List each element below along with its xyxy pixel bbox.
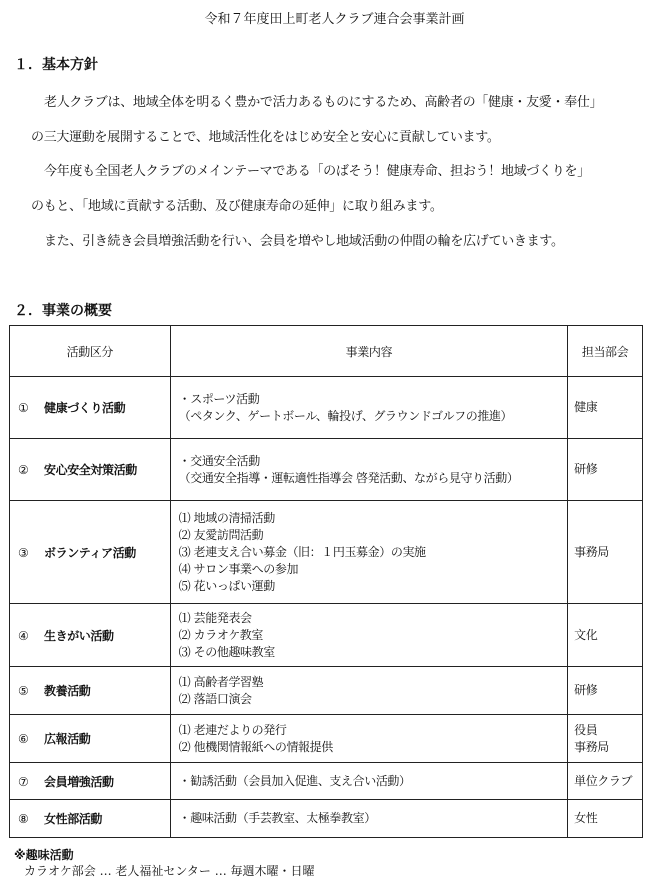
dept-line: 研修 (574, 462, 598, 476)
dept-line: 研修 (574, 683, 598, 697)
row-number: ③ (18, 545, 29, 560)
policy-line-2: の三大運動を展開することで、地域活性化をはじめ安全と安心に貢献しています。 (31, 130, 500, 145)
content-line: ⑴ 地域の清掃活動 (178, 510, 275, 525)
dept-cell (568, 763, 643, 800)
table-row (10, 377, 643, 439)
dept-cell (568, 715, 643, 763)
header-content: 事業内容 (170, 326, 567, 377)
content-line: ⑸ 花いっぱい運動 (178, 578, 275, 593)
policy-line-3: 今年度も全国老人クラブのメインテーマである「のばそう！健康寿命、担おう！地域づくりを」 (44, 164, 590, 179)
content-line: ・スポーツ活動 (178, 391, 260, 406)
dept-line: 役員 (574, 722, 598, 737)
dept-cell (568, 377, 643, 439)
content-cell (170, 763, 567, 800)
category-cell (10, 763, 171, 800)
table-row (10, 715, 643, 763)
content-line: （交通安全指導・運転適性指導会 啓発活動、ながら見守り活動） (178, 470, 519, 485)
content-line: ⑵ 他機関情報紙への情報提供 (178, 739, 333, 754)
table-row (10, 800, 643, 838)
section-heading-policy: １．基本方針 (14, 57, 98, 73)
row-number: ① (18, 401, 29, 415)
category-cell (10, 715, 171, 763)
content-cell (170, 667, 567, 715)
category-cell (10, 501, 171, 604)
policy-line-4: のもと、「地域に貢献する活動、及び健康寿命の延伸」に取り組みます。 (31, 199, 443, 214)
category-label: 女性部活動 (44, 812, 103, 826)
content-cell (170, 501, 567, 604)
content-cell (170, 800, 567, 838)
row-number: ⑧ (18, 812, 29, 826)
dept-line: 女性 (574, 811, 598, 825)
content-line: ⑶ その他趣味教室 (178, 644, 275, 659)
table-row (10, 763, 643, 800)
dept-cell (568, 800, 643, 838)
content-line: ⑵ 友愛訪問活動 (178, 527, 264, 542)
content-line: ⑴ 芸能発表会 (178, 610, 252, 625)
table-row (10, 439, 643, 501)
note-line: カラオケ部会 … 老人福祉センター … 毎週木曜・日曜 (24, 864, 315, 878)
row-number: ④ (18, 628, 29, 643)
page-title: 令和７年度田上町老人クラブ連合会事業計画 (204, 12, 465, 27)
table-row (10, 501, 643, 604)
content-line: ・趣味活動（手芸教室、太極拳教室） (178, 811, 376, 825)
table-row (10, 604, 643, 667)
content-cell (170, 604, 567, 667)
note-heading: ※趣味活動 (14, 848, 74, 862)
content-line: ⑵ カラオケ教室 (178, 627, 264, 642)
content-line: ⑴ 高齢者学習塾 (178, 674, 264, 689)
row-number: ⑥ (18, 732, 29, 746)
content-line: ・勧誘活動（会員加入促進、支え合い活動） (178, 773, 411, 788)
category-cell (10, 604, 171, 667)
category-label: 生きがい活動 (44, 628, 114, 643)
row-number: ⑦ (18, 774, 29, 789)
dept-cell (568, 501, 643, 604)
category-label: 広報活動 (44, 732, 91, 746)
category-cell (10, 667, 171, 715)
row-number: ⑤ (18, 684, 29, 698)
category-cell (10, 800, 171, 838)
category-label: ボランティア活動 (44, 545, 136, 560)
content-cell (170, 715, 567, 763)
content-line: ⑵ 落語口演会 (178, 691, 252, 706)
content-line: ⑴ 老連だよりの発行 (178, 722, 287, 737)
category-label: 安心安全対策活動 (44, 463, 137, 477)
category-cell (10, 377, 171, 439)
category-label: 健康づくり活動 (44, 401, 126, 415)
content-line: ・交通安全活動 (178, 453, 260, 468)
dept-cell (568, 439, 643, 501)
table-header-row (10, 326, 643, 377)
policy-line-5: また、引き続き会員増強活動を行い、会員を増やし地域活動の仲間の輪を広げていきます。 (44, 234, 564, 249)
category-label: 会員増強活動 (44, 774, 114, 789)
content-line: ⑷ サロン事業への参加 (178, 561, 299, 576)
content-cell (170, 377, 567, 439)
activity-table (9, 325, 643, 838)
row-number: ② (18, 463, 29, 477)
dept-line: 健康 (574, 400, 598, 414)
content-cell (170, 439, 567, 501)
dept-line: 事務局 (574, 544, 609, 559)
header-category: 活動区分 (10, 326, 171, 377)
header-dept: 担当部会 (568, 326, 643, 377)
category-label: 教養活動 (44, 684, 91, 698)
content-line: ⑶ 老連支え合い募金（旧：１円玉募金）の実施 (178, 544, 426, 559)
content-line: （ペタンク、ゲートボール、輪投げ、グラウンドゴルフの推進） (178, 408, 513, 423)
policy-line-1: 老人クラブは、地域全体を明るく豊かで活力あるものにするため、高齢者の「健康・友愛・奉仕」 (44, 95, 603, 110)
section-heading-overview: ２．事業の概要 (14, 303, 112, 319)
dept-cell (568, 604, 643, 667)
category-cell (10, 439, 171, 501)
dept-line: 事務局 (574, 739, 609, 754)
dept-line: 文化 (574, 627, 598, 642)
dept-line: 単位クラブ (574, 773, 633, 788)
dept-cell (568, 667, 643, 715)
table-row (10, 667, 643, 715)
